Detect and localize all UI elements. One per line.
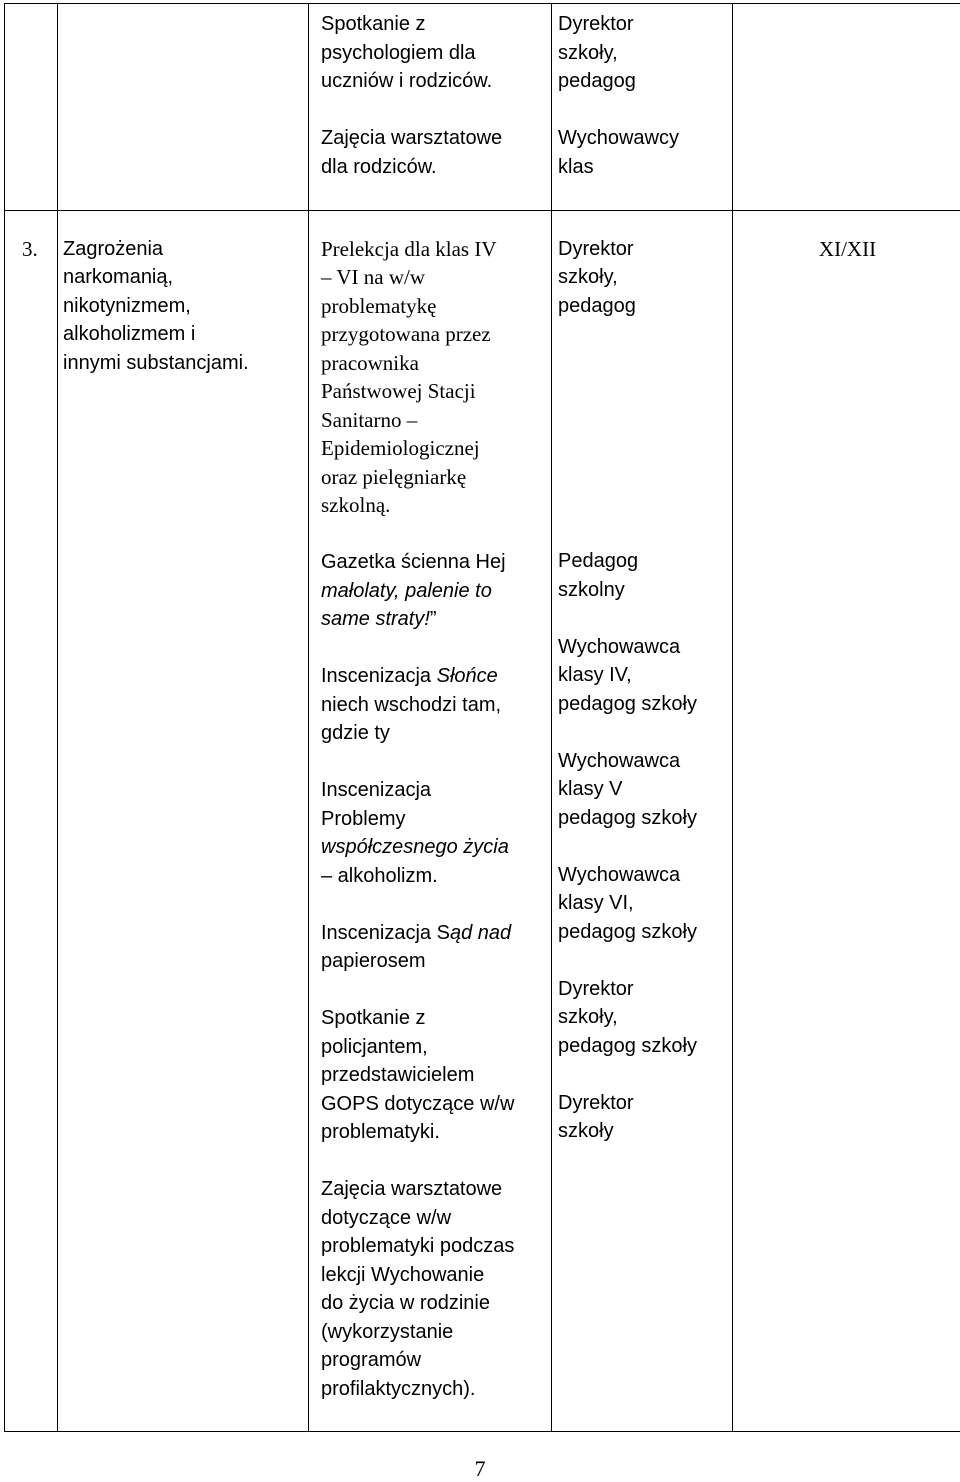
- table-row: [5, 4, 960, 211]
- activity-item: Zajęcia warsztatowe dla rodziców.: [321, 124, 543, 181]
- activity-text: ”: [430, 608, 437, 630]
- topic-text: [58, 4, 308, 10]
- activity-italic-text: współczesnego życia: [321, 836, 509, 858]
- activity-text: Inscenizacja Problemy: [321, 779, 431, 830]
- responsible-item: Dyrektor szkoły, pedagog: [558, 10, 724, 96]
- activity-item: [321, 919, 543, 976]
- table-row: [5, 210, 960, 1431]
- topic-text: Zagrożenia narkomanią, nikotynizmem, alkoholizmem i innymi substancjami.: [58, 211, 308, 378]
- row-number: [5, 4, 57, 10]
- responsible-cell: [552, 4, 733, 211]
- term-cell: [733, 210, 960, 1431]
- topic-cell: [58, 4, 309, 211]
- activity-item: Zajęcia warsztatowe dotyczące w/w problematyki podczas lekcji Wychowanie do życia w rodzinie (wykorzystanie programów profilaktycznych).: [321, 1175, 543, 1403]
- responsible-item: Dyrektor szkoły, pedagog: [558, 235, 724, 321]
- plan-table: [4, 3, 960, 1432]
- activity-italic-text: ąd nad: [450, 922, 511, 944]
- responsible-cell: [552, 210, 733, 1431]
- activity-text: Inscenizacja: [321, 665, 437, 687]
- responsible-item: Wychowawca klasy VI, pedagog szkoły: [558, 861, 724, 947]
- activities-cell: [309, 210, 552, 1431]
- number-cell: [5, 4, 58, 211]
- activity-item: Prelekcja dla klas IV – VI na w/w problematykę przygotowana przez pracownika Państwowej Stacji Sanitarno – Epidemiologicznej oraz pielęgniarkę szkolną.: [321, 235, 543, 520]
- activity-text: papierosem: [321, 950, 426, 972]
- activity-item: Spotkanie z psychologiem dla uczniów i rodziców.: [321, 10, 543, 96]
- activity-item: Spotkanie z policjantem, przedstawicielem GOPS dotyczące w/w problematyki.: [321, 1004, 543, 1147]
- activity-text: niech wschodzi tam, gdzie ty: [321, 694, 501, 745]
- page-number: 7: [0, 1456, 960, 1482]
- responsible-item: Wychowawcy klas: [558, 124, 724, 181]
- responsible-item: Dyrektor szkoły: [558, 1089, 724, 1146]
- responsible-item: Pedagog szkolny: [558, 547, 724, 604]
- activity-item: [321, 776, 543, 890]
- number-cell: [5, 210, 58, 1431]
- activities-cell: [309, 4, 552, 211]
- topic-cell: [58, 210, 309, 1431]
- responsible-item: Dyrektor szkoły, pedagog szkoły: [558, 975, 724, 1061]
- activity-italic-text: małolaty, palenie to same straty!: [321, 580, 492, 631]
- term-cell: [733, 4, 960, 211]
- row-number: 3.: [5, 211, 57, 264]
- activity-text: Gazetka ścienna Hej: [321, 551, 506, 573]
- responsible-item: Wychowawca klasy IV, pedagog szkoły: [558, 633, 724, 719]
- responsible-item: Wychowawca klasy V pedagog szkoły: [558, 747, 724, 833]
- activity-item: [321, 662, 543, 748]
- activity-italic-text: Słońce: [437, 665, 498, 687]
- term-text: XI/XII: [733, 211, 960, 264]
- term-text: [733, 4, 960, 10]
- activity-item: [321, 548, 543, 634]
- activity-text: – alkoholizm.: [321, 865, 438, 887]
- activity-text: Inscenizacja S: [321, 922, 450, 944]
